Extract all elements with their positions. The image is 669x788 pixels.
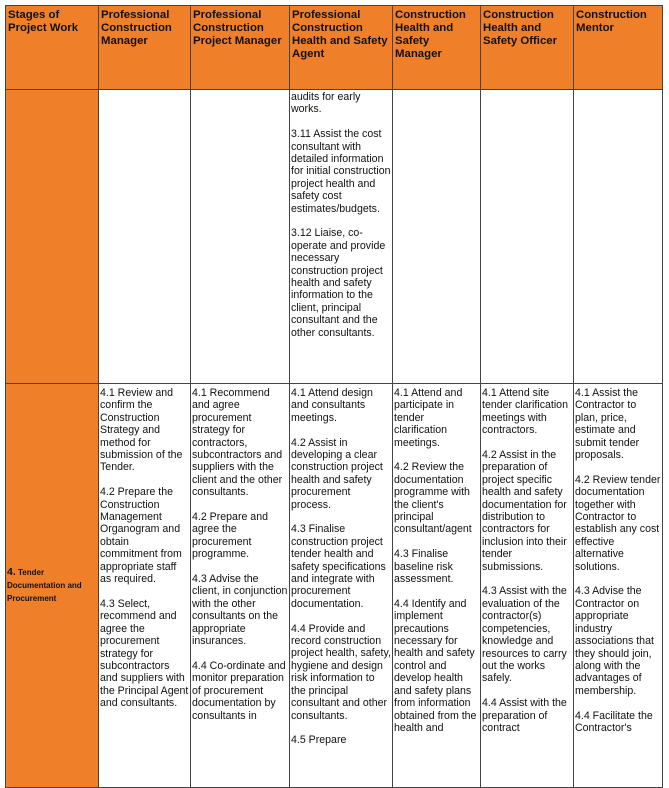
list-item: audits for early works. <box>291 91 361 116</box>
list-item: 4.3 Select, recommend and agree the procurement strategy for subcontractors and suppliers with the Principal Agent and consultants. <box>100 597 189 710</box>
cell-pcpm-stage4 <box>191 384 290 788</box>
cell-mentor-stage4 <box>574 384 663 788</box>
list-item: 4.3 Assist with the evaluation of the contractor(s) competencies, knowledge and resources to carry out the works safely. <box>482 585 567 685</box>
cell-pcpm-stage3 <box>191 90 290 384</box>
cell-pcm-stage3 <box>99 90 191 384</box>
stage-3-continuation-row <box>6 90 663 384</box>
header-health-safety-officer: Construction Health and Safety Officer <box>481 6 574 90</box>
list-item: 4.4 Co-ordinate and monitor preparation of procurement documentation by consultants in <box>192 659 286 722</box>
stage-label <box>7 566 97 605</box>
stage-cell-empty <box>6 90 99 384</box>
header-professional-construction-manager: Professional Construction Manager <box>99 6 191 90</box>
header-health-safety-manager: Construction Health and Safety Manager <box>393 6 481 90</box>
list-item: 4.2 Prepare the Construction Management Organogram and obtain commitment from appropriate staff as required. <box>100 486 182 586</box>
stage-cell-tender <box>6 384 99 788</box>
header-professional-construction-project-manager: Professional Construction Project Manager <box>191 6 290 90</box>
stage-number: 4. <box>7 566 16 578</box>
list-item: 3.11 Assist the cost consultant with detailed information for initial construction project health and safety cost estimates/budgets. <box>291 128 391 215</box>
header-construction-mentor: Construction Mentor <box>574 6 663 90</box>
cell-officer-stage4 <box>481 384 574 788</box>
list-item: 4.4 Provide and record construction project health, safety, hygiene and design risk information to the principal consultant and other consultants. <box>291 622 391 722</box>
list-item: 4.1 Review and confirm the Construction Strategy and method for submission of the Tender. <box>100 387 183 474</box>
list-item: 4.2 Review the documentation programme with the client's principal consultant/agent <box>394 461 472 536</box>
list-item: 4.5 Prepare <box>291 734 347 747</box>
cell-officer-stage3 <box>481 90 574 384</box>
list-item: 4.2 Assist in developing a clear construction project health and safety procurement process. <box>291 436 383 511</box>
list-item: 4.3 Finalise baseline risk assessment. <box>394 548 454 586</box>
list-item: 4.4 Identify and implement precautions necessary for health and safety control and develop health and safety plans from information obtained from the health and <box>394 597 477 734</box>
cell-agent-stage4 <box>290 384 393 788</box>
list-item: 4.2 Review tender documentation together with Contractor to establish any cost effective alternative solutions. <box>575 473 661 573</box>
list-item: 4.1 Attend site tender clarification meetings with contractors. <box>482 387 568 437</box>
header-stages: Stages of Project Work <box>6 6 99 90</box>
list-item: 4.1 Assist the Contractor to plan, price, estimate and submit tender proposals. <box>575 387 640 462</box>
header-row <box>6 6 663 90</box>
cell-manager-stage3 <box>393 90 481 384</box>
list-item: 4.4 Assist with the preparation of contract <box>482 697 567 734</box>
cell-pcm-stage4 <box>99 384 191 788</box>
roles-responsibilities-table <box>5 5 663 788</box>
list-item: 3.12 Liaise, co-operate and provide necessary construction project health and safety information to the client, principal consultant and the other consultants. <box>291 227 386 339</box>
list-item: 4.3 Advise the Contractor on appropriate industry associations that they should join, along with the advantages of membership. <box>575 585 654 697</box>
stage-title: Tender Documentation and Procurement <box>7 568 82 603</box>
list-item: 4.1 Recommend and agree procurement strategy for contractors, subcontractors and suppliers with the client and the other consultants. <box>192 387 283 499</box>
header-health-safety-agent: Professional Construction Health and Safety Agent <box>290 6 393 90</box>
list-item: 4.4 Facilitate the Contractor's <box>575 709 653 734</box>
list-item: 4.2 Assist in the preparation of project specific health and safety documentation for distribution to contractors for inclusion into their tender submissions. <box>482 449 567 573</box>
cell-agent-stage3 <box>290 90 393 384</box>
list-item: 4.3 Finalise construction project tender health and safety specifications and integrate with procurement documentation. <box>291 523 386 610</box>
cell-mentor-stage3 <box>574 90 663 384</box>
list-item: 4.3 Advise the client, in conjunction with the other consultants on the appropriate insurances. <box>192 573 288 648</box>
stage-4-row <box>6 384 663 788</box>
cell-manager-stage4 <box>393 384 481 788</box>
list-item: 4.1 Attend and participate in tender clarification meetings. <box>394 387 463 449</box>
list-item: 4.1 Attend design and consultants meetings. <box>291 387 373 424</box>
list-item: 4.2 Prepare and agree the procurement programme. <box>192 511 268 561</box>
